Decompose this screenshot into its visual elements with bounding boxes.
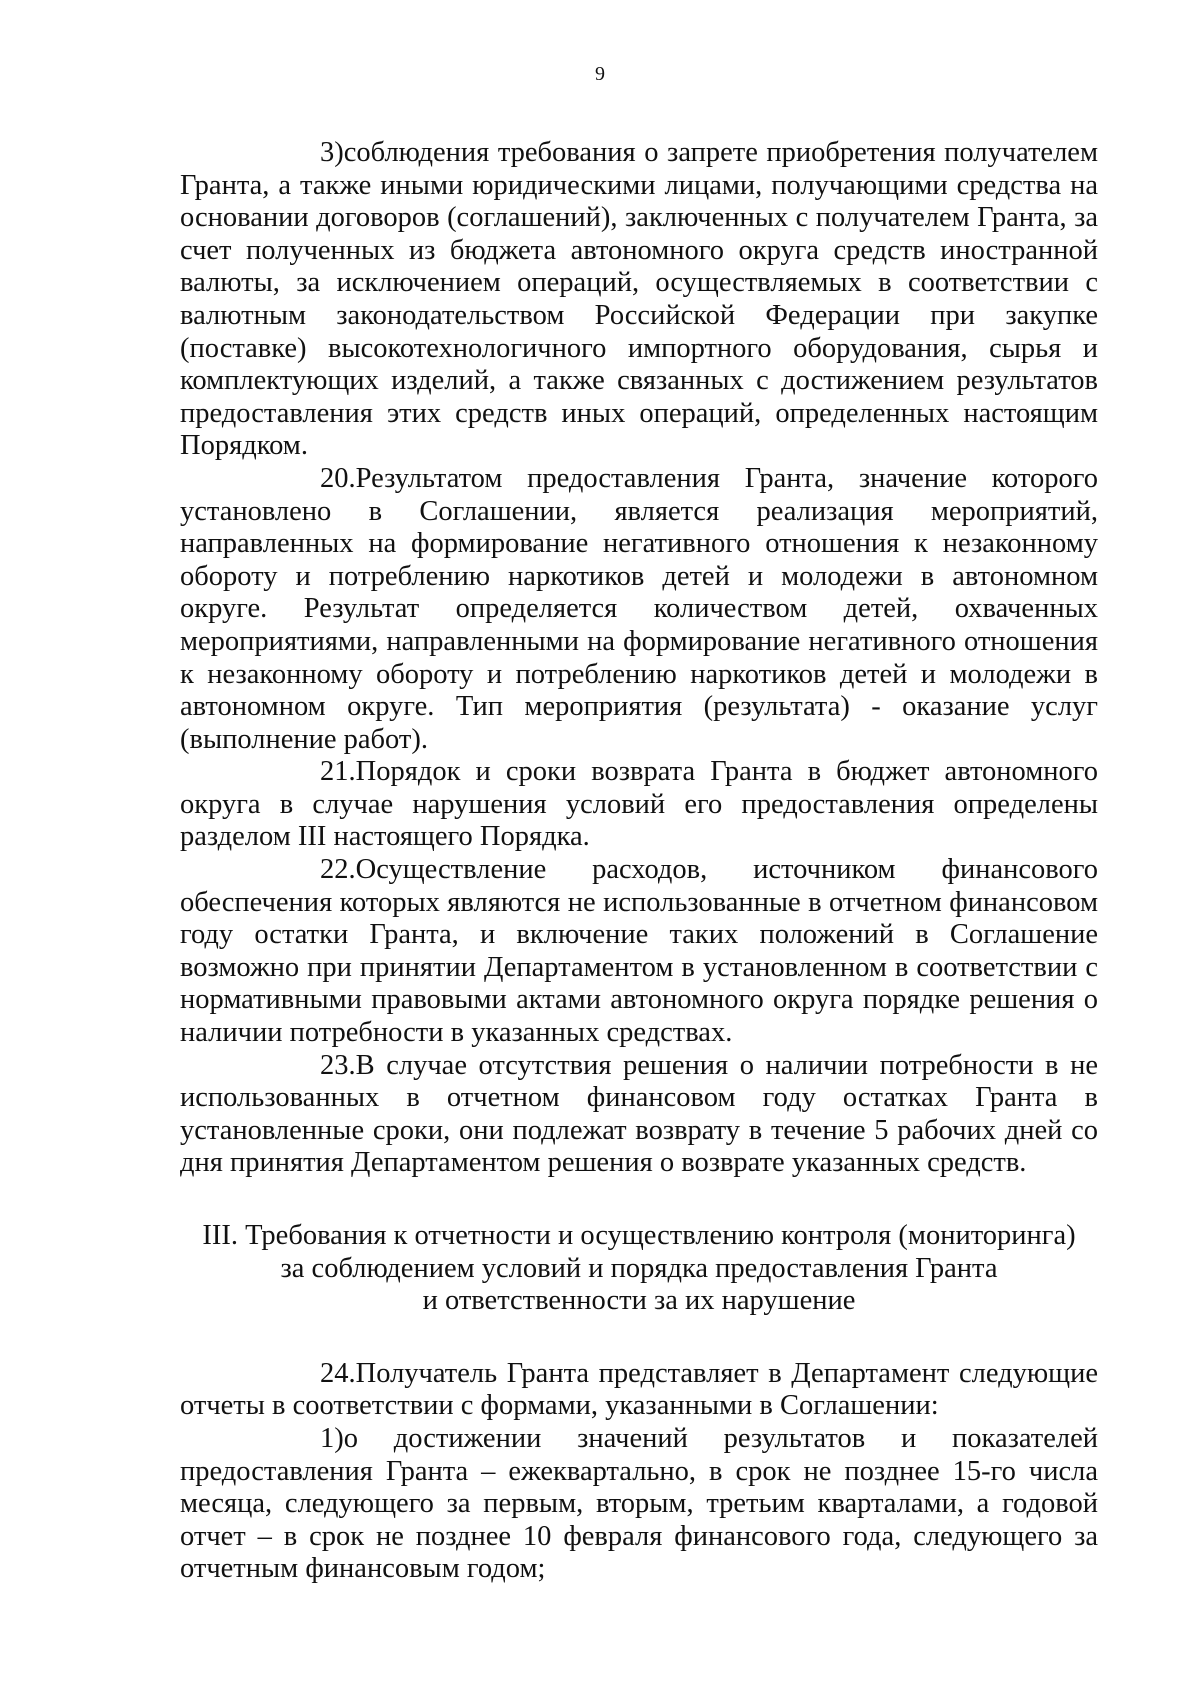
paragraph-24 (180, 1358, 1098, 1423)
paragraph-23 (180, 1050, 1098, 1180)
section-heading (180, 1220, 1098, 1318)
paragraph-22 (180, 854, 1098, 1050)
paragraph-20 (180, 463, 1098, 756)
document-body (180, 137, 1098, 1586)
paragraph-number: 24. (320, 1357, 356, 1389)
paragraph-text: Результатом предоставления Гранта, значение которого установлено в Соглашении, является реализация мероприятий, направленных на формирование негативного отношения к незаконному обороту и потреблению наркотиков детей и молодежи в автономном округе. Результат определяется количеством детей, охваченных мероприятиями, направленными на формирование негативного отношения к незаконному обороту и потреблению наркотиков детей и молодежи в автономном округе. Тип мероприятия (результата) - оказание услуг (выполнение работ). (180, 462, 1098, 755)
section-heading-line: и ответственности за их нарушение (422, 1285, 856, 1317)
paragraph-number: 20. (320, 462, 356, 494)
paragraph-number: 22. (320, 854, 356, 886)
paragraph-number: 3) (320, 137, 344, 168)
paragraph-number: 21. (320, 756, 356, 788)
paragraph-item-3 (180, 137, 1098, 463)
paragraph-text: о достижении значений результатов и показателей предоставления Гранта – ежеквартально, в срок не позднее 15-го числа месяца, следующего за первым, вторым, третьим кварталами, а годовой отчет – в срок не позднее 10 февраля финансового года, следующего за отчетным финансовым годом; (180, 1422, 1098, 1585)
paragraph-text: соблюдения требования о запрете приобретения получателем Гранта, а также иными юридическими лицами, получающими средства на основании договоров (соглашений), заключенных с получателем Гранта, за счет полученных из бюджета автономного округа средств иностранной валюты, за исключением операций, осуществляемых в соответствии с валютным законодательством Российской Федерации при закупке (поставке) высокотехнологичного импортного оборудования, сырья и комплектующих изделий, а также связанных с достижением результатов предоставления этих средств иных операций, определенных настоящим Порядком. (180, 137, 1098, 462)
page-number: 9 (595, 63, 605, 85)
paragraph-text: Получатель Гранта представляет в Департамент следующие отчеты в соответствии с формами, указанными в Соглашении: (180, 1357, 1098, 1422)
paragraph-21 (180, 756, 1098, 854)
section-heading-line: III. Требования к отчетности и осуществлению контроля (мониторинга) (202, 1220, 1076, 1251)
paragraph-item-1 (180, 1423, 1098, 1586)
paragraph-text: Порядок и сроки возврата Гранта в бюджет автономного округа в случае нарушения условий его предоставления определены разделом III настоящего Порядка. (180, 756, 1098, 853)
section-heading-line: за соблюдением условий и порядка предоставления Гранта (280, 1252, 998, 1284)
paragraph-text: В случае отсутствия решения о наличии потребности в не использованных в отчетном финансовом году остатках Гранта в установленные сроки, они подлежат возврату в течение 5 рабочих дней со дня принятия Департаментом решения о возврате указанных средств. (180, 1049, 1098, 1179)
paragraph-number: 1) (320, 1422, 344, 1454)
paragraph-number: 23. (320, 1049, 356, 1081)
paragraph-text: Осуществление расходов, источником финансового обеспечения которых являются не использованные в отчетном финансовом году остатки Гранта, и включение таких положений в Соглашение возможно при принятии Департаментом в установленном в соответствии с нормативными правовыми актами автономного округа порядке решения о наличии потребности в указанных средствах. (180, 854, 1098, 1049)
